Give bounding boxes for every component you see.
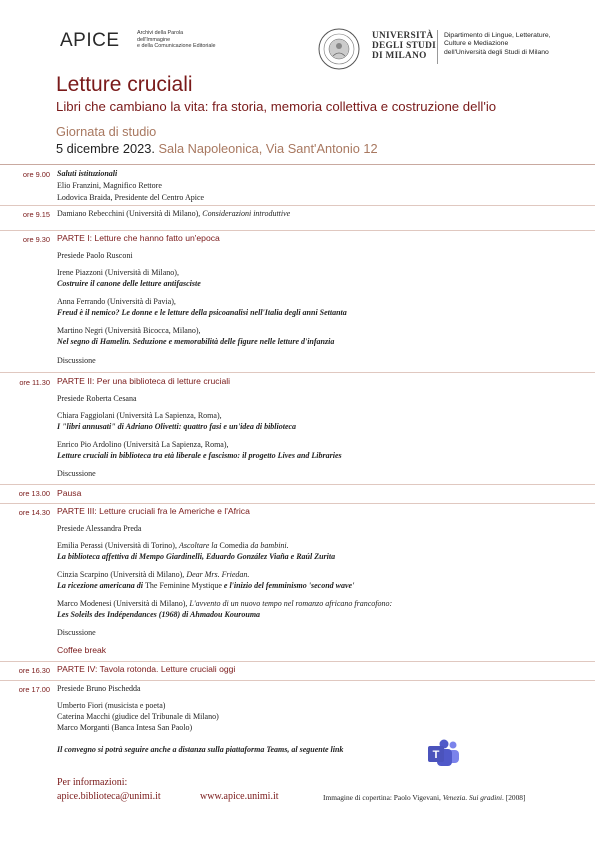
time-label: ore 9.00 <box>22 170 50 179</box>
row-divider <box>0 230 595 231</box>
talk-title: Letture cruciali in biblioteca tra età liberale e fascismo: il progetto Lives and Libraries <box>57 451 342 460</box>
speaker-line <box>57 599 392 609</box>
header-divider <box>437 30 438 64</box>
pause-label: Pausa <box>57 488 82 498</box>
speaker-line <box>57 541 289 551</box>
chair-line: Presiede Paolo Rusconi <box>57 251 133 260</box>
discussion-label: Discussione <box>57 469 96 478</box>
talk-title: I "libri annusati" di Adriano Olivetti: quattro fasi e un'idea di biblioteca <box>57 422 297 431</box>
talk-title: Les Soleils des Indépendances (1968) di Ahmadou Kourouma <box>57 610 261 619</box>
department-line: dell'Università degli Studi di Milano <box>444 48 549 56</box>
svg-text:T: T <box>432 749 440 761</box>
university-name <box>372 31 436 61</box>
row-divider <box>0 680 595 681</box>
credit-part: Venezia <box>442 793 466 802</box>
university-line: DEGLI STUDI <box>372 41 437 51</box>
event-dateline <box>56 141 378 156</box>
speaker: Emilia Perassi (Università di Torino), <box>57 541 179 550</box>
talk-title-work: Comedia <box>219 541 249 550</box>
teams-note: Il convegno si potrà seguire anche a distanza sulla piattaforma Teams, al seguente link <box>57 745 344 754</box>
credit-part: Immagine di copertina: Paolo Vigevani, <box>323 793 443 802</box>
apice-sub-line: dell'Immagine <box>137 36 171 43</box>
intro-line <box>57 209 290 219</box>
cover-credit <box>323 793 525 802</box>
credit-part: . <box>465 793 469 802</box>
talk-title: Considerazioni introduttive <box>202 209 291 218</box>
teams-icon[interactable] <box>426 738 460 768</box>
time-label: ore 11.30 <box>19 378 50 387</box>
speaker: Marco Modenesi (Università di Milano), <box>57 599 190 608</box>
session-title: PARTE II: Per una biblioteca di letture cruciali <box>57 376 231 386</box>
session-title: PARTE IV: Tavola rotonda. Letture cruciali oggi <box>57 664 236 674</box>
session-title: PARTE I: Letture che hanno fatto un'epoca <box>57 233 220 243</box>
row-divider <box>0 661 595 662</box>
talk-title: Ascoltare la <box>178 541 220 550</box>
row-divider <box>0 484 595 485</box>
time-label: ore 16.30 <box>18 666 50 675</box>
event-type: Giornata di studio <box>56 124 157 139</box>
speaker-line: Martino Negri (Università Bicocca, Milano), <box>57 326 201 335</box>
university-seal-icon <box>318 28 360 70</box>
divider <box>0 164 595 165</box>
department-name <box>444 32 584 57</box>
panelist-line: Umberto Fiori (musicista e poeta) <box>57 701 166 710</box>
discussion-label: Discussione <box>57 356 96 365</box>
info-label: Per informazioni: <box>57 777 128 788</box>
page-subtitle: Libri che cambiano la vita: fra storia, memoria collettiva e costruzione dell'io <box>56 99 497 114</box>
apice-sub-line: Archivi della Parola <box>137 30 184 36</box>
row-divider <box>0 372 595 373</box>
speaker-line: Anna Ferrando (Università di Pavia), <box>57 297 176 306</box>
talk-title: da bambini. <box>248 541 289 550</box>
panelist-line: Marco Morganti (Banca Intesa San Paolo) <box>57 723 193 732</box>
row-divider <box>0 503 595 504</box>
panelist-line: Caterina Macchi (giudice del Tribunale di Milano) <box>57 712 219 721</box>
speaker-line: Chiara Faggiolani (Università La Sapienza, Roma), <box>57 411 222 420</box>
speaker: Damiano Rebecchini (Università di Milano), <box>57 209 203 218</box>
speaker-line: Enrico Pio Ardolino (Università La Sapienza, Roma), <box>57 440 229 449</box>
speaker-line: Lodovica Braida, Presidente del Centro Apice <box>57 193 205 202</box>
credit-part: . [2008] <box>502 793 526 802</box>
talk-title: Costruire il canone delle letture antifasciste <box>57 279 201 288</box>
row-divider <box>0 205 595 206</box>
talk-title: La biblioteca affettiva di Mempo Giardinelli, Eduardo González Viaña e Raúl Zurita <box>57 552 336 561</box>
info-website-link[interactable]: www.apice.unimi.it <box>200 791 279 802</box>
time-label: ore 9.15 <box>22 210 50 219</box>
speaker-line <box>57 570 249 580</box>
speaker: Cinzia Scarpino (Università di Milano), <box>57 570 187 579</box>
talk-title <box>57 581 354 591</box>
time-label: ore 17.00 <box>18 685 50 694</box>
talk-title-part: e l'inizio del femminismo 'second wave' <box>221 581 355 590</box>
university-line: UNIVERSITÀ <box>372 31 434 41</box>
session-title: PARTE III: Letture cruciali fra le Americhe e l'Africa <box>57 506 250 516</box>
coffee-break-label: Coffee break <box>57 645 107 655</box>
page-title: Letture cruciali <box>56 73 193 96</box>
talk-title: Dear Mrs. Friedan. <box>186 570 250 579</box>
apice-subtitle <box>137 30 257 50</box>
talk-title-work: The Feminine Mystique <box>145 581 222 590</box>
chair-line: Presiede Alessandra Preda <box>57 524 142 533</box>
apice-logo: APICE <box>60 30 120 51</box>
time-label: ore 14.30 <box>18 508 50 517</box>
discussion-label: Discussione <box>57 628 96 637</box>
talk-title-part: La ricezione americana di <box>57 581 145 590</box>
talk-title: Nel segno di Hamelin. Seduzione e memorabilità delle figure nelle letture d'infanzia <box>57 337 335 346</box>
credit-part: Sui gradini <box>468 793 503 802</box>
talk-title: L'avvento di un nuovo tempo nel romanzo africano francofono: <box>189 599 393 608</box>
speaker-line: Elio Franzini, Magnifico Rettore <box>57 181 162 190</box>
apice-sub-line: e della Comunicazione Editoriale <box>137 43 216 50</box>
info-email-link[interactable]: apice.biblioteca@unimi.it <box>57 791 161 802</box>
speaker-line: Irene Piazzoni (Università di Milano), <box>57 268 179 277</box>
talk-title: Freud è il nemico? Le donne e le letture della psicoanalisi nell'Italia degli anni Settanta <box>57 308 347 317</box>
chair-line: Presiede Bruno Pischedda <box>57 684 141 693</box>
time-label: ore 9.30 <box>22 235 50 244</box>
event-date: 5 dicembre 2023. <box>56 141 155 156</box>
department-line: Culture e Mediazione <box>444 40 509 48</box>
time-label: ore 13.00 <box>18 489 50 498</box>
university-line: DI MILANO <box>372 51 427 61</box>
event-place: Sala Napoleonica, Via Sant'Antonio 12 <box>158 141 378 156</box>
department-line: Dipartimento di Lingue, Letterature, <box>444 32 551 39</box>
saluti-heading: Saluti istituzionali <box>57 169 118 178</box>
chair-line: Presiede Roberta Cesana <box>57 394 137 403</box>
